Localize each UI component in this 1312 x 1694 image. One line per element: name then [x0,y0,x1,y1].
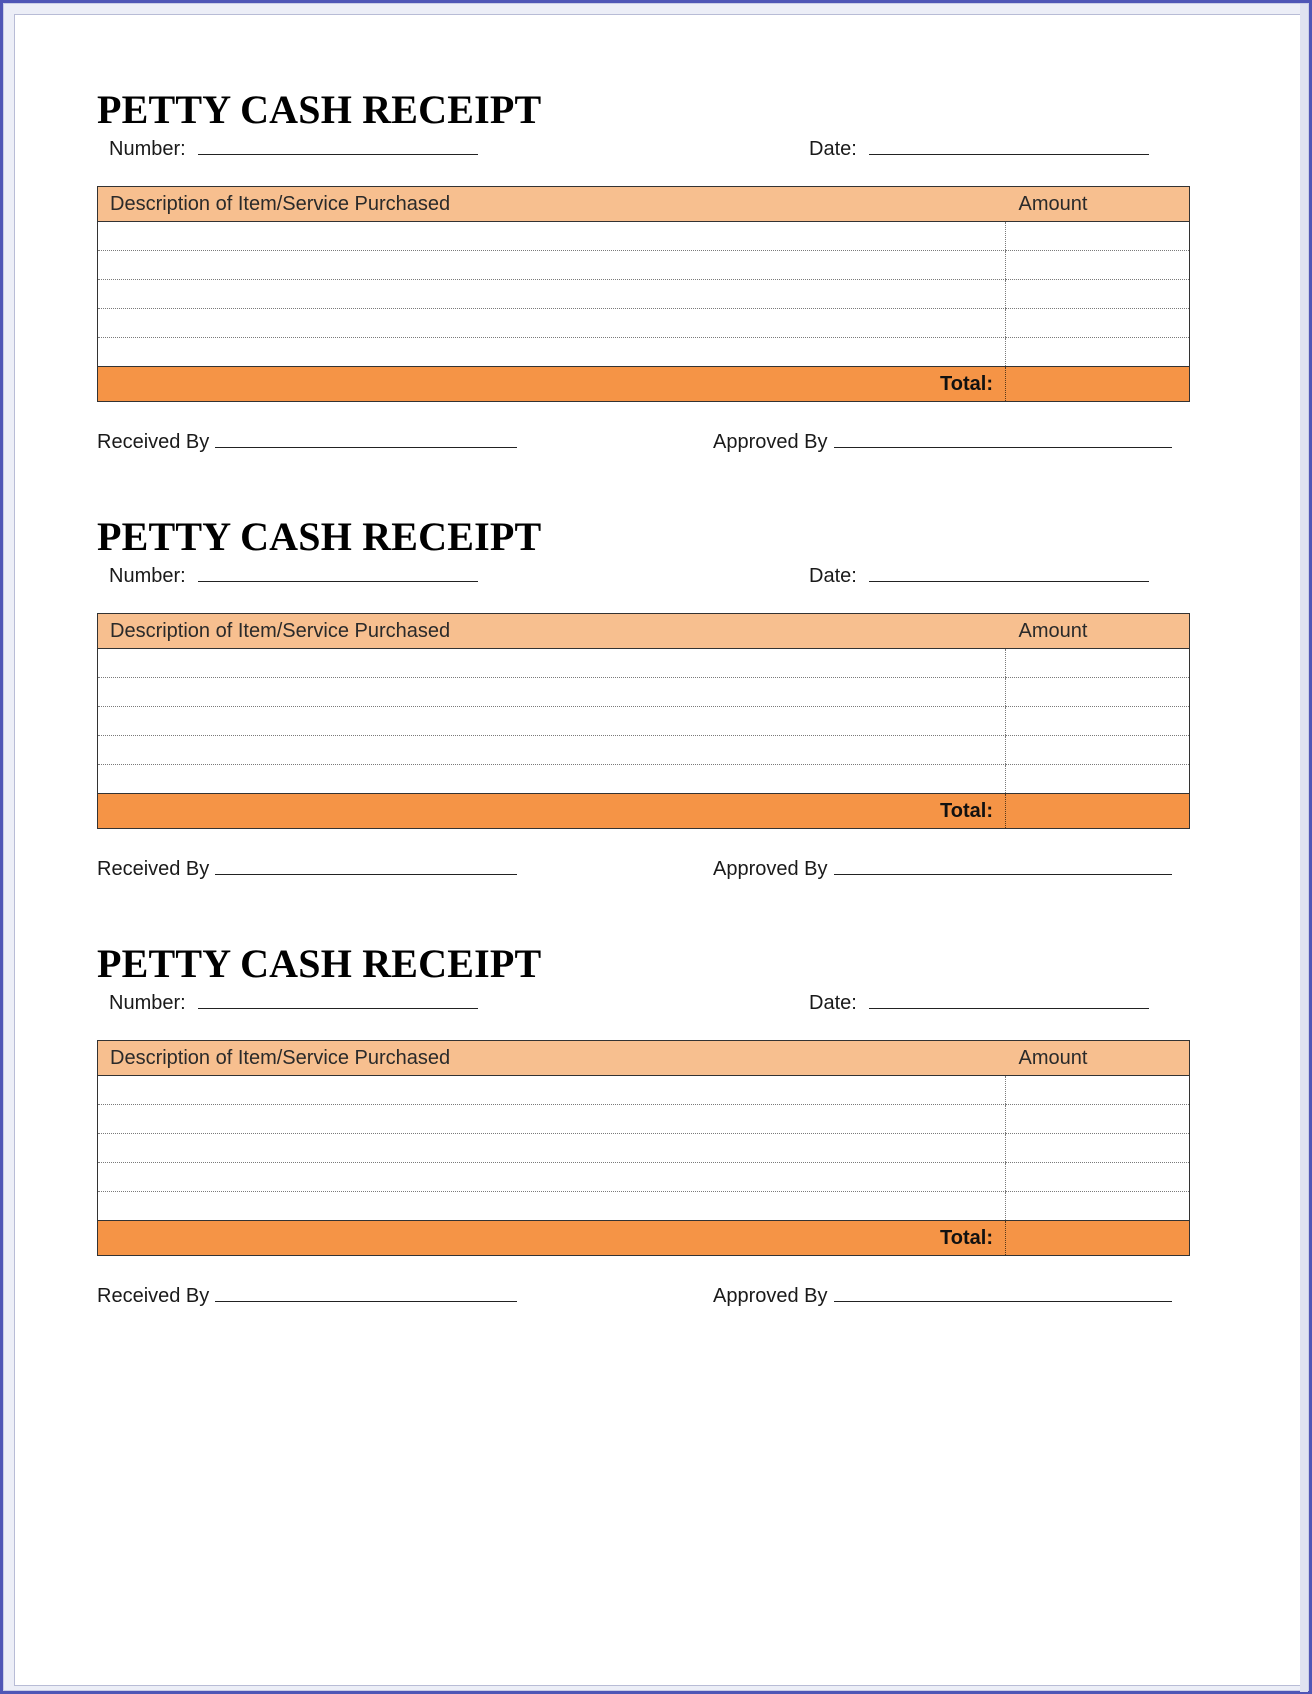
number-field[interactable] [109,988,478,1015]
approved-by-label: Approved By [713,431,828,453]
table-row [98,1192,1190,1221]
date-blank-line[interactable] [869,134,1149,155]
number-blank-line[interactable] [198,561,478,582]
number-field[interactable] [109,134,478,161]
date-label: Date: [809,992,857,1014]
signature-row [97,1281,1189,1311]
items-table [97,186,1190,402]
number-label: Number: [109,565,186,587]
table-row [98,1076,1190,1105]
date-field[interactable] [809,134,1149,161]
description-header: Description of Item/Service Purchased [98,1041,1006,1076]
total-row [98,794,1190,829]
description-cell[interactable] [98,1076,1006,1105]
amount-cell[interactable] [1006,1192,1190,1221]
description-cell[interactable] [98,678,1006,707]
amount-cell[interactable] [1006,280,1190,309]
total-amount-cell[interactable] [1006,794,1190,829]
total-label: Total: [98,1221,1006,1256]
description-cell[interactable] [98,1163,1006,1192]
amount-cell[interactable] [1006,338,1190,367]
number-blank-line[interactable] [198,134,478,155]
table-row [98,678,1190,707]
table-header-row [98,1041,1190,1076]
date-field[interactable] [809,988,1149,1015]
table-row [98,309,1190,338]
table-row [98,736,1190,765]
number-date-row [97,134,1189,164]
amount-cell[interactable] [1006,1134,1190,1163]
description-cell[interactable] [98,736,1006,765]
number-label: Number: [109,138,186,160]
date-label: Date: [809,138,857,160]
received-by-blank-line[interactable] [215,427,517,448]
received-by-blank-line[interactable] [215,1281,517,1302]
total-label: Total: [98,367,1006,402]
table-row [98,707,1190,736]
document-frame [3,3,1309,1691]
received-by-label: Received By [97,858,210,880]
table-row [98,649,1190,678]
table-row [98,251,1190,280]
signature-row [97,427,1189,457]
description-header: Description of Item/Service Purchased [98,614,1006,649]
description-cell[interactable] [98,280,1006,309]
amount-header: Amount [1006,1041,1190,1076]
date-blank-line[interactable] [869,988,1149,1009]
items-table [97,1040,1190,1256]
approved-by-label: Approved By [713,858,828,880]
received-by-field[interactable] [97,854,517,881]
received-by-label: Received By [97,431,210,453]
received-by-field[interactable] [97,427,517,454]
receipt-title: PETTY CASH RECEIPT [97,941,542,986]
date-blank-line[interactable] [869,561,1149,582]
approved-by-field[interactable] [713,427,1172,454]
description-cell[interactable] [98,1192,1006,1221]
description-cell[interactable] [98,1105,1006,1134]
number-field[interactable] [109,561,478,588]
description-cell[interactable] [98,649,1006,678]
amount-cell[interactable] [1006,309,1190,338]
total-row [98,1221,1190,1256]
table-header-row [98,614,1190,649]
approved-by-label: Approved By [713,1285,828,1307]
receipt-title: PETTY CASH RECEIPT [97,87,542,132]
items-table [97,613,1190,829]
total-row [98,367,1190,402]
table-row [98,280,1190,309]
amount-cell[interactable] [1006,222,1190,251]
received-by-blank-line[interactable] [215,854,517,875]
date-field[interactable] [809,561,1149,588]
approved-by-blank-line[interactable] [834,1281,1172,1302]
table-row [98,222,1190,251]
page-edge-bar [1300,4,1308,1692]
number-blank-line[interactable] [198,988,478,1009]
number-date-row [97,988,1189,1018]
date-label: Date: [809,565,857,587]
table-row [98,1163,1190,1192]
amount-cell[interactable] [1006,1076,1190,1105]
total-amount-cell[interactable] [1006,1221,1190,1256]
description-cell[interactable] [98,338,1006,367]
table-row [98,765,1190,794]
total-label: Total: [98,794,1006,829]
table-row [98,338,1190,367]
number-label: Number: [109,992,186,1014]
approved-by-blank-line[interactable] [834,427,1172,448]
table-header-row [98,187,1190,222]
amount-cell[interactable] [1006,765,1190,794]
received-by-label: Received By [97,1285,210,1307]
description-cell[interactable] [98,251,1006,280]
table-row [98,1134,1190,1163]
amount-cell[interactable] [1006,649,1190,678]
description-header: Description of Item/Service Purchased [98,187,1006,222]
total-amount-cell[interactable] [1006,367,1190,402]
description-cell[interactable] [98,765,1006,794]
amount-cell[interactable] [1006,736,1190,765]
amount-header: Amount [1006,614,1190,649]
approved-by-blank-line[interactable] [834,854,1172,875]
amount-cell[interactable] [1006,251,1190,280]
description-cell[interactable] [98,707,1006,736]
amount-header: Amount [1006,187,1190,222]
description-cell[interactable] [98,1134,1006,1163]
approved-by-field[interactable] [713,854,1172,881]
amount-cell[interactable] [1006,1105,1190,1134]
amount-cell[interactable] [1006,1163,1190,1192]
description-cell[interactable] [98,222,1006,251]
amount-cell[interactable] [1006,678,1190,707]
received-by-field[interactable] [97,1281,517,1308]
document-page [14,14,1306,1686]
number-date-row [97,561,1189,591]
amount-cell[interactable] [1006,707,1190,736]
description-cell[interactable] [98,309,1006,338]
signature-row [97,854,1189,884]
table-row [98,1105,1190,1134]
receipt-title: PETTY CASH RECEIPT [97,514,542,559]
approved-by-field[interactable] [713,1281,1172,1308]
